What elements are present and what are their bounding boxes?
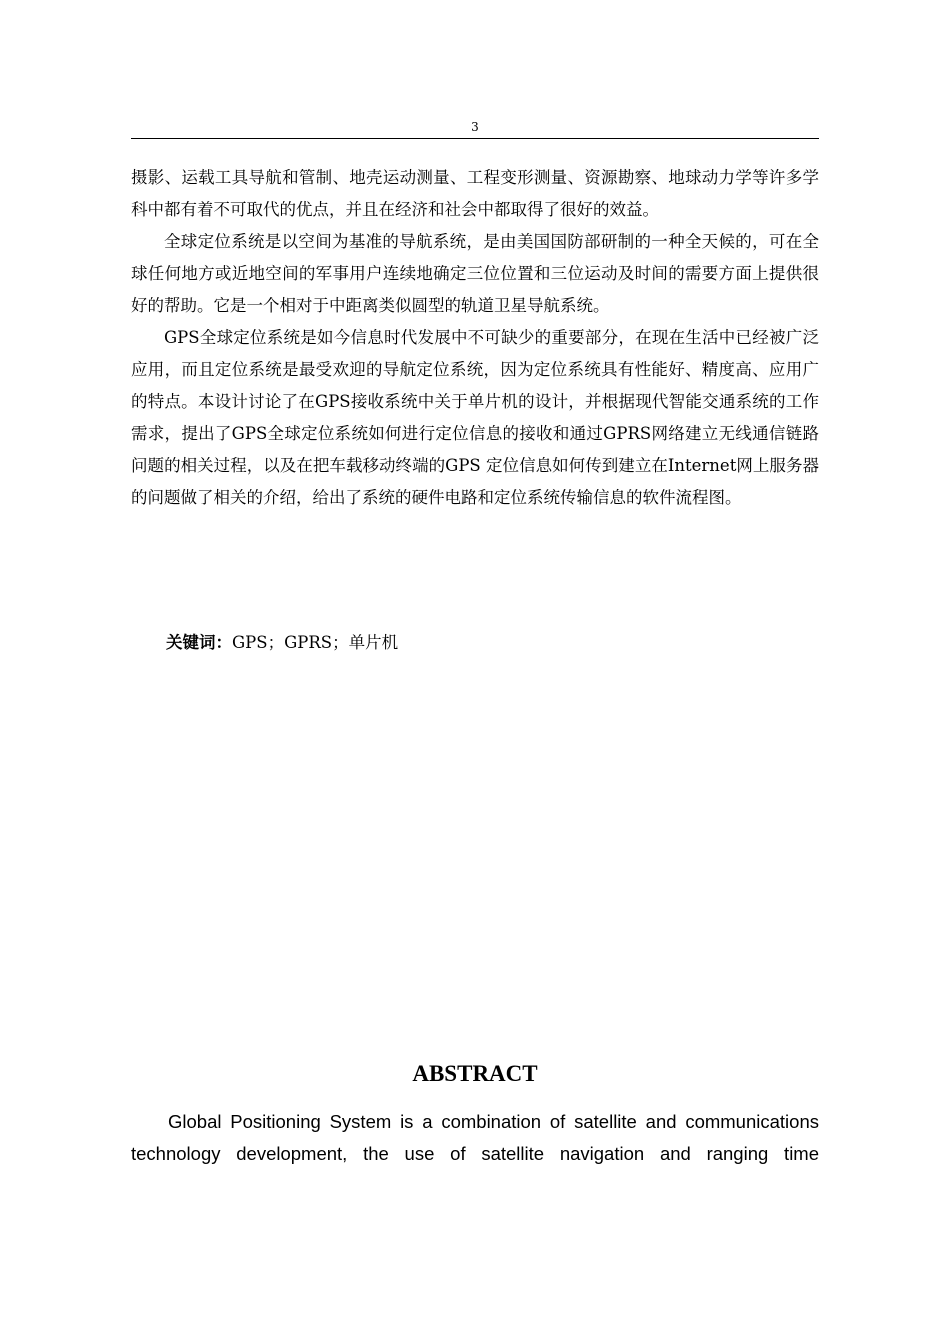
chinese-abstract-body <box>131 162 819 514</box>
abstract-heading: ABSTRACT <box>412 1061 538 1086</box>
english-abstract-body <box>131 1106 819 1170</box>
keywords-value: GPS；GPRS；单片机 <box>232 633 399 652</box>
keywords-label: 关键词： <box>166 633 232 652</box>
page-number: 3 <box>471 120 479 134</box>
header-divider <box>131 138 819 139</box>
chinese-paragraph-gps-definition: 全球定位系统是以空间为基准的导航系统，是由美国国防部研制的一种全天候的，可在全球任何地方或近地空间的军事用户连续地确定三位位置和三位运动及时间的需要方面上提供很好的帮助。它是一个相对于中距离类似圆型的轨道卫星导航系统。 <box>131 232 819 315</box>
chinese-paragraph-design-summary: GPS全球定位系统是如今信息时代发展中不可缺少的重要部分，在现在生活中已经被广泛应用，而且定位系统是最受欢迎的导航定位系统，因为定位系统具有性能好、精度高、应用广的特点。本设计讨论了在GPS接收系统中关于单片机的设计，并根据现代智能交通系统的工作需求，提出了GPS全球定位系统如何进行定位信息的接收和通过GPRS网络建立无线通信链路问题的相关过程，以及在把车载移动终端的GPS 定位信息如何传到建立在Internet网上服务器的问题做了相关的介绍，给出了系统的硬件电路和定位系统传输信息的软件流程图。 <box>131 328 819 507</box>
english-paragraph: Global Positioning System is a combination of satellite and communications technology development, the use of satellite navigation and ranging time <box>131 1111 819 1164</box>
chinese-paragraph-continuation: 摄影、运载工具导航和管制、地壳运动测量、工程变形测量、资源勘察、地球动力学等许多学科中都有着不可取代的优点，并且在经济和社会中都取得了很好的效益。 <box>131 168 819 219</box>
keywords-line <box>166 630 398 656</box>
